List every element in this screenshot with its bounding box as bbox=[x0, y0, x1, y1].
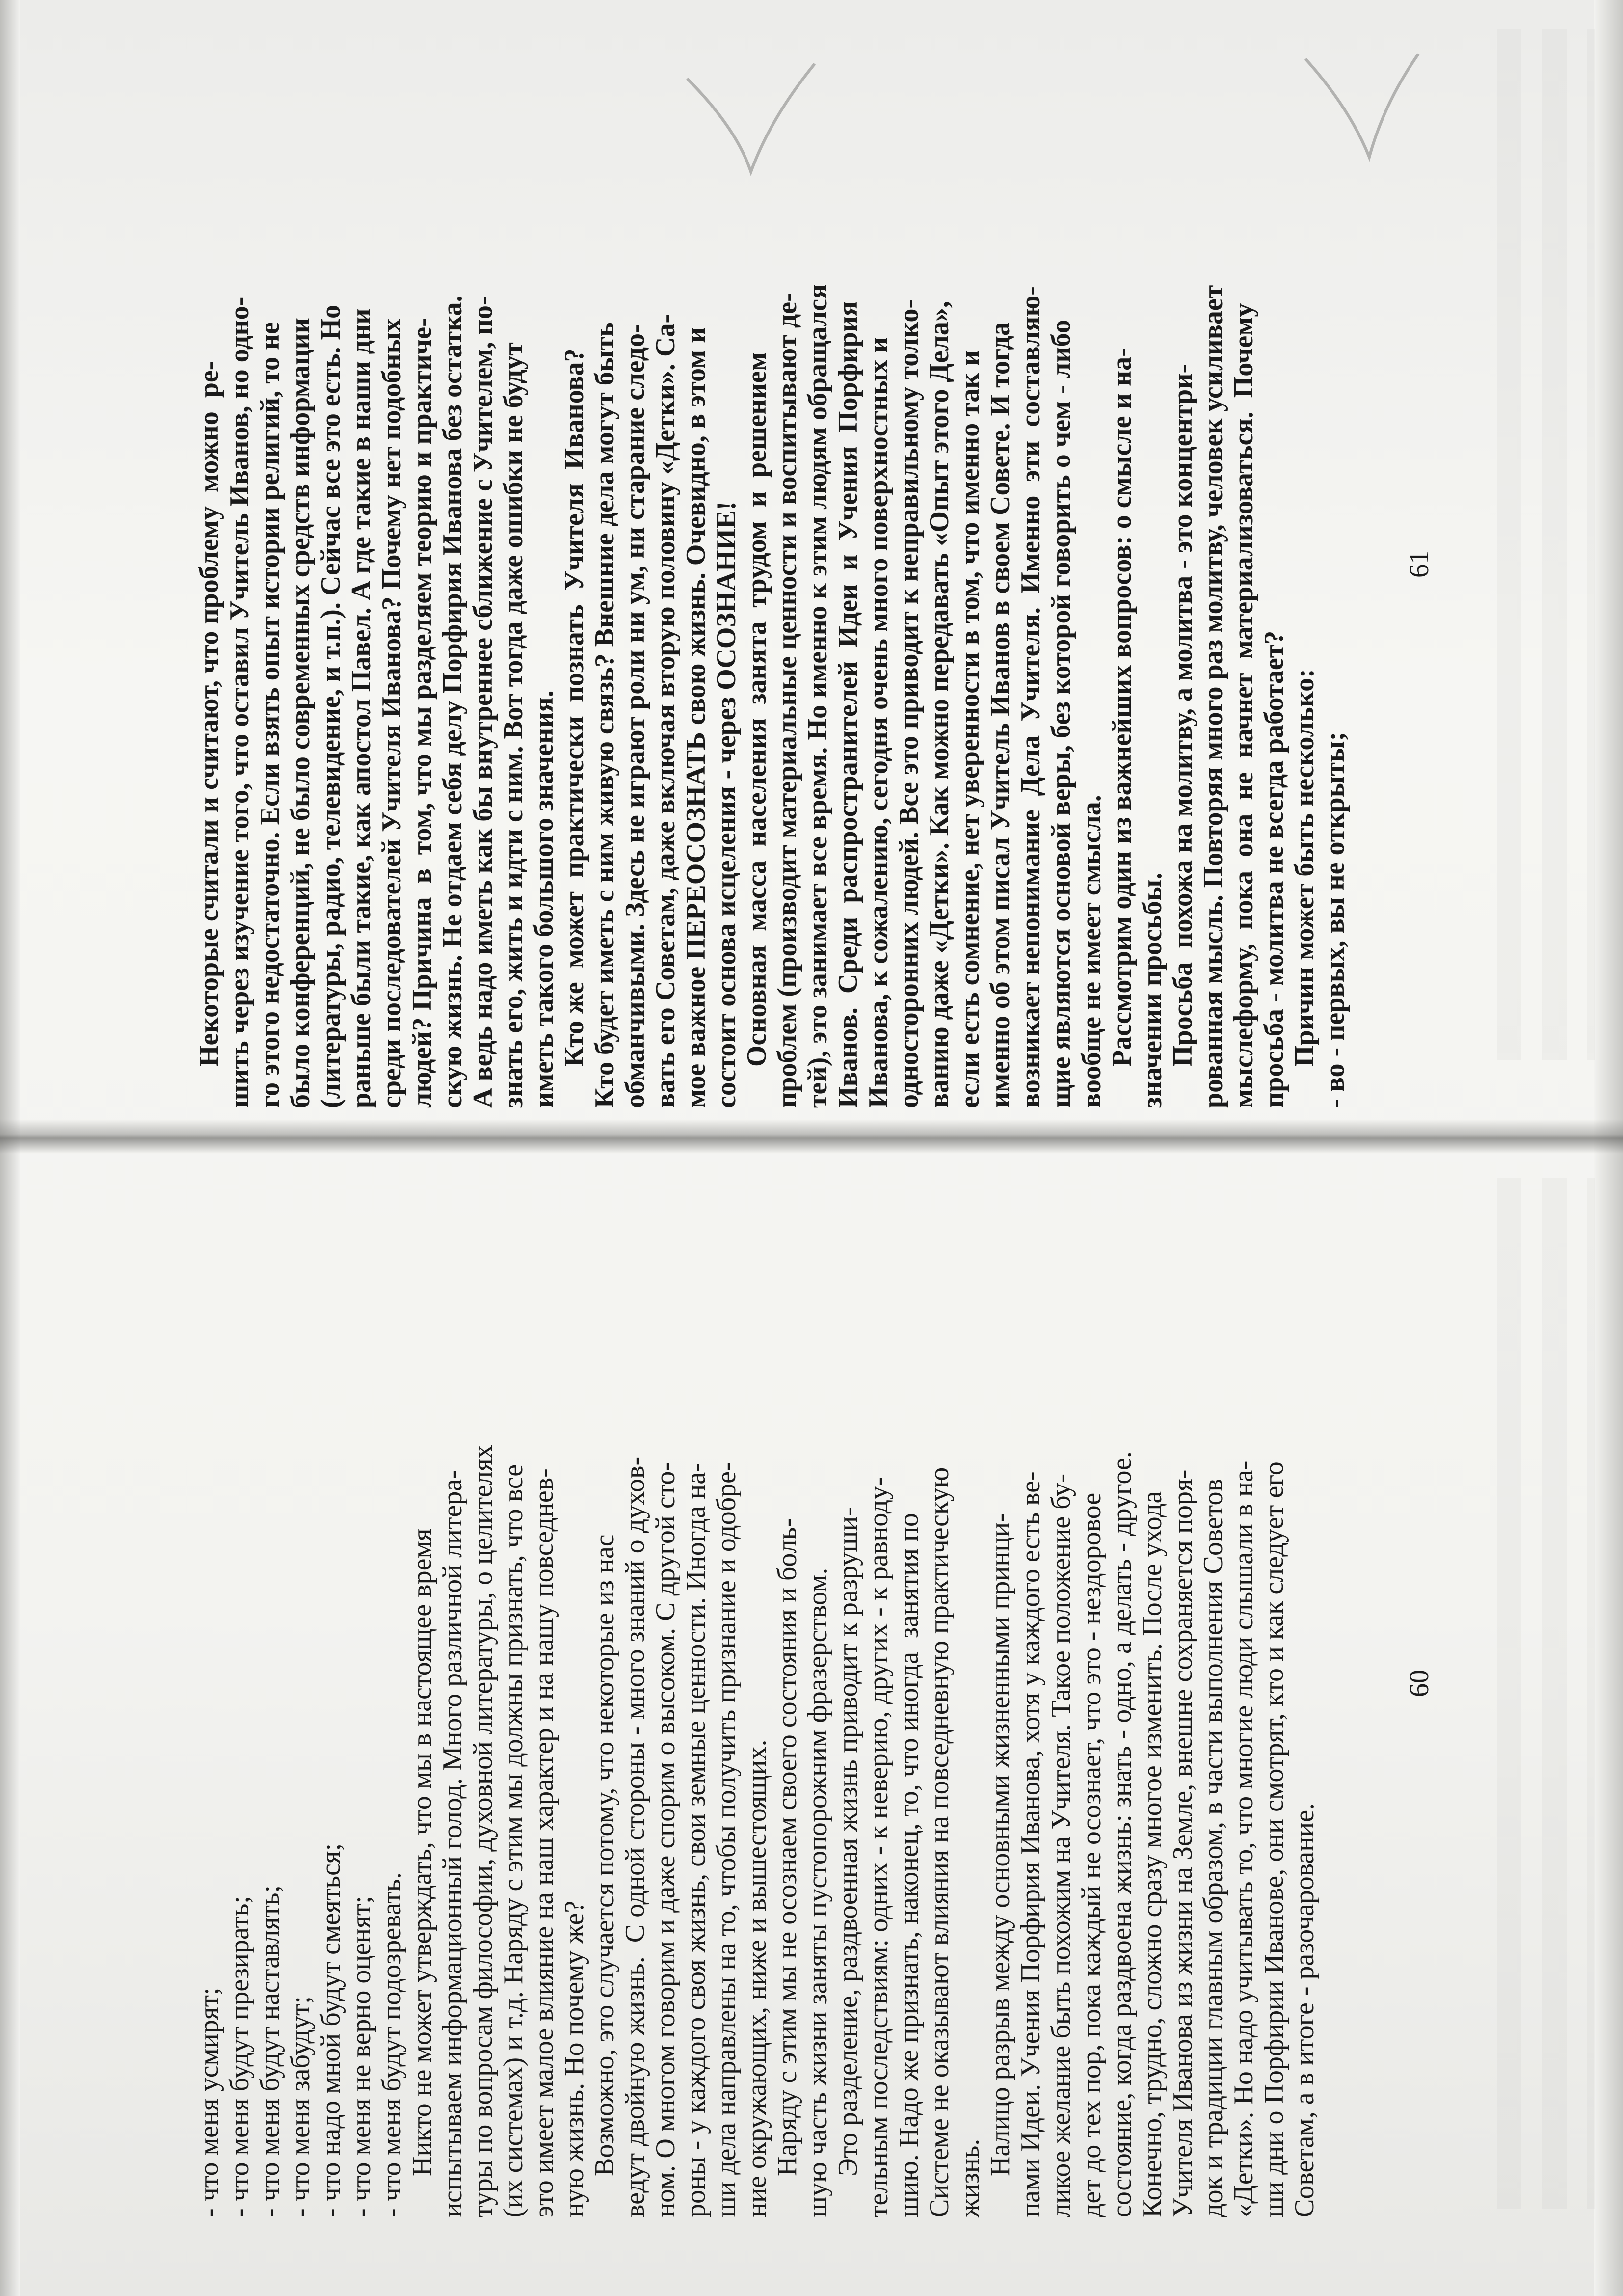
text-line: Основная масса населения занята трудом и решением bbox=[742, 352, 772, 1108]
text-line: людей? Причина в том, что мы разделяем теорию и практиче- bbox=[407, 318, 437, 1108]
text-line: среди последователей Учителя Иванова? Почему нет подобных bbox=[376, 318, 407, 1108]
text-line: Наряду с этим мы не осознаем своего состояния и боль- bbox=[772, 1518, 802, 2217]
text-line: возникает непонимание Дела Учителя. Именно эти составляю- bbox=[1015, 286, 1046, 1108]
text-line: жизнь. bbox=[955, 2138, 985, 2217]
text-line: - что меня будут подозревать. bbox=[376, 1872, 407, 2217]
text-line: Учителя Иванова из жизни на Земле, внешне сохраняется поря- bbox=[1168, 1469, 1198, 2217]
text-line: состоит основа исцеления - через ОСОЗНАНИЕ! bbox=[711, 501, 742, 1108]
text-line: ши дни о Порфирии Иванове, они смотрят, кто и как следует его bbox=[1259, 1461, 1289, 2217]
text-line: скую жизнь. Не отдаем себя делу Порфирия Иванова без остатка. bbox=[437, 295, 468, 1108]
text-line: го этого недостаточно. Если взять опыт истории религий, то не bbox=[255, 322, 285, 1108]
text-line: Рассмотрим один из важнейших вопросов: о смысле и на- bbox=[1107, 348, 1137, 1108]
text-line: Никто не может утверждать, что мы в настоящее время bbox=[407, 1528, 437, 2217]
text-line: ведут двойную жизнь. С одной стороны - много знаний о духов- bbox=[620, 1456, 650, 2217]
text-line: (их системах) и т.д. Наряду с этим мы должны признать, что все bbox=[498, 1464, 529, 2217]
page-number: 61 bbox=[1404, 550, 1435, 578]
text-line: односторонних людей. Все это приводит к неправильному толко- bbox=[894, 299, 924, 1108]
text-line: ном. О многом говорим и даже спорим о высоком. С другой сто- bbox=[650, 1461, 681, 2217]
text-line: испытываем информационный голод. Много различной литера- bbox=[437, 1470, 468, 2217]
text-line: шию. Надо же признать, наконец, то, что иногда занятия по bbox=[894, 1513, 924, 2217]
text-line: Иванова, к сожалению, сегодня очень много поверхностных и bbox=[863, 337, 894, 1108]
text-line: А ведь надо иметь как бы внутреннее сближение с Учителем, по- bbox=[468, 296, 498, 1108]
text-line: это имеет малое влияние на наш характер и на нашу повседнев- bbox=[529, 1468, 559, 2217]
text-line: «Детки». Но надо учитывать то, что многие люди слышали в на- bbox=[1228, 1460, 1259, 2217]
text-line: - что надо мной будут смеяться; bbox=[316, 1843, 346, 2217]
text-line: Возможно, это случается потому, что некоторые из нас bbox=[589, 1534, 620, 2217]
text-line: - что меня не верно оценят; bbox=[346, 1896, 376, 2217]
page-61 bbox=[186, 62, 1435, 1108]
text-line: ную жизнь. Но почему же? bbox=[559, 1900, 589, 2217]
text-line: щие являются основой веры, без которой говорить о чем - либо bbox=[1046, 320, 1076, 1108]
text-line: - что меня будут презирать; bbox=[224, 1896, 255, 2217]
text-line: ние окружающих, ниже и вышестоящих. bbox=[742, 1739, 772, 2217]
text-line: тельным последствиям: одних - к неверию, других - к равноду- bbox=[863, 1477, 894, 2217]
text-line: док и традиции главным образом, в части выполнения Советов bbox=[1198, 1479, 1228, 2217]
text-line: вать его Советам, даже включая вторую половину «Детки». Са- bbox=[650, 314, 681, 1108]
text-line: Кто будет иметь с ним живую связь? Внешние дела могут быть bbox=[589, 322, 620, 1108]
text-line: Конечно, трудно, сложно сразу многое изменить. После ухода bbox=[1137, 1491, 1168, 2217]
text-line: мое важное ПЕРЕОСОЗНАТЬ свою жизнь. Очевидно, в этом и bbox=[681, 327, 711, 1108]
text-line: Некоторые считали и считают, что проблему можно ре- bbox=[194, 361, 224, 1108]
text-line: шую часть жизни заняты пустопорожним фразерством. bbox=[802, 1567, 833, 2217]
text-line: проблем (производит материальные ценности и воспитывают де- bbox=[772, 293, 802, 1108]
text-line: Кто же может практически познать Учителя Иванова? bbox=[559, 348, 589, 1108]
text-line: вообще не имеет смысла. bbox=[1076, 795, 1107, 1108]
text-line: мыслеформу, пока она не начнет материализоваться. Почему bbox=[1228, 303, 1259, 1108]
text-line: роны - у каждого своя жизнь, свои земные ценности. Иногда на- bbox=[681, 1463, 711, 2217]
text-line: рованная мысль. Повторяя много раз молитву, человек усиливает bbox=[1198, 285, 1228, 1108]
text-line: просьба - молитва не всегда работает? bbox=[1259, 630, 1289, 1108]
text-line: пами Идеи. Учения Порфирия Иванова, хотя у каждого есть ве- bbox=[1015, 1471, 1046, 2217]
text-line: если есть сомнение, нет уверенности в том, что именно так и bbox=[955, 350, 985, 1108]
text-line: дет до тех пор, пока каждый не осознает, что это - нездоровое bbox=[1076, 1492, 1107, 2217]
page-number: 60 bbox=[1404, 1670, 1435, 1697]
page-60 bbox=[186, 1172, 1435, 2217]
text-line: именно об этом писал Учитель Иванов в своем Совете. И тогда bbox=[985, 322, 1015, 1108]
text-line: Советам, а в итоге - разочарование. bbox=[1289, 1803, 1320, 2217]
text-line: раньше были такие, как апостол Павел. А где такие в наши дни bbox=[346, 308, 376, 1108]
text-line: ликое желание быть похожим на Учителя. Такое положение бу- bbox=[1046, 1473, 1076, 2217]
text-line: - что меня забудут; bbox=[285, 1996, 316, 2217]
text-line: (литературы, радио, телевидение, и т.п.). Сейчас все это есть. Но bbox=[316, 304, 346, 1108]
text-line: шить через изучение того, что оставил Учитель Иванов, но одно- bbox=[224, 297, 255, 1108]
text-line: - что меня будут наставлять; bbox=[255, 1885, 285, 2217]
text-line: иметь такого большого значения. bbox=[529, 690, 559, 1108]
text-line: ши дела направлены на то, чтобы получить признание и одобре- bbox=[711, 1462, 742, 2217]
text-line: состояние, когда раздвоена жизнь: знать - одно, а делать - другое. bbox=[1107, 1451, 1137, 2217]
text-line: значении просьбы. bbox=[1137, 872, 1168, 1108]
text-line: Системе не оказывают влияния на повседневную практическую bbox=[924, 1467, 955, 2217]
text-line: было конференций, не было современных средств информации bbox=[285, 318, 316, 1108]
text-line: ванию даже «Детки». Как можно передавать «Опыт этого Дела», bbox=[924, 301, 955, 1108]
text-line: тей), это занимает все время. Но именно к этим людям обращался bbox=[802, 284, 833, 1108]
text-line: Причин может быть несколько: bbox=[1289, 669, 1320, 1108]
text-line: Просьба похожа на молитву, а молитва - это концентри- bbox=[1168, 364, 1198, 1108]
text-line: - во - первых, вы не открыты; bbox=[1320, 731, 1350, 1108]
text-line: обманчивыми. Здесь не играют роли ни ум, ни старание следо- bbox=[620, 324, 650, 1108]
text-line: Это разделение, раздвоенная жизнь приводит к разруши- bbox=[833, 1507, 863, 2217]
text-line: Налицо разрыв между основными жизненными принци- bbox=[985, 1513, 1015, 2217]
text-line: - что меня усмирят; bbox=[194, 1987, 224, 2217]
text-line: Иванов. Среди распространителей Идеи и Учения Порфирия bbox=[833, 301, 863, 1108]
text-line: туры по вопросам философии, духовной литературы, о целителях bbox=[468, 1445, 498, 2217]
text-line: знать его, жить и идти с ним. Вот тогда даже ошибки не будут bbox=[498, 342, 529, 1108]
